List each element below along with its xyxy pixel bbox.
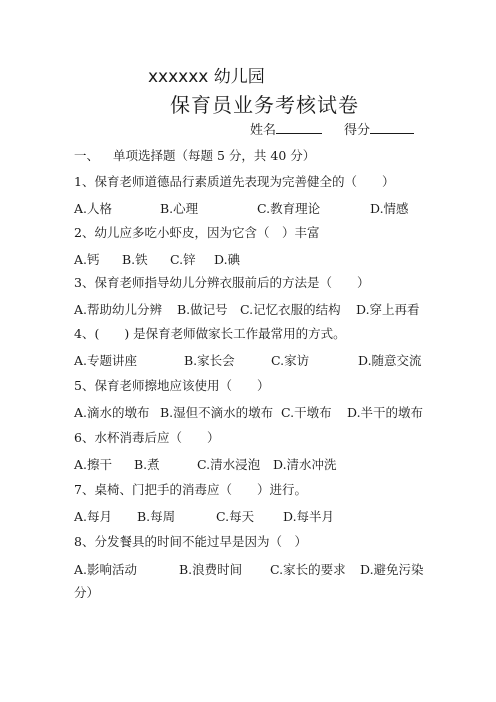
kindergarten-name: xxxxxx 幼儿园	[148, 67, 265, 87]
option-d: D.避免污染	[360, 562, 424, 577]
name-label: 姓名	[250, 123, 277, 138]
option-a: A.滴水的墩布	[74, 405, 150, 420]
option-d-continuation: 分）	[74, 585, 100, 600]
option-d: D.每半月	[283, 509, 335, 524]
exam-title: 保育员业务考核试卷	[170, 93, 359, 117]
option-c: C.清水浸泡	[197, 457, 261, 472]
option-d: D.穿上再看	[356, 302, 420, 317]
name-score-fields	[250, 119, 414, 138]
option-b: B.心理	[160, 201, 199, 216]
option-a: A.专题讲座	[74, 353, 138, 368]
option-d: D.情感	[370, 201, 409, 216]
option-a: A.帮助幼儿分辨	[74, 302, 163, 317]
option-a: A.人格	[74, 201, 113, 216]
question-4: 4、( ) 是保育老师做家长工作最常用的方式。	[74, 326, 346, 341]
option-b: B.铁	[122, 252, 148, 267]
option-b: B.煮	[134, 457, 160, 472]
option-b: B.家长会	[184, 353, 235, 368]
question-5: 5、保育老师擦地应该使用（ ）	[74, 378, 270, 393]
question-1: 1、保育老师道德品行素质道先表现为完善健全的（ ）	[74, 174, 395, 189]
option-b: B.湿但不滴水的墩布	[160, 405, 274, 420]
option-c: C.记忆衣服的结构	[240, 302, 341, 317]
option-c: C.干墩布	[281, 405, 332, 420]
option-c: C.每天	[216, 509, 255, 524]
section-number: 一、	[74, 148, 100, 163]
options-5	[74, 403, 424, 419]
section-title: 单项选择题（每题 5 分，共 40 分）	[113, 148, 316, 163]
options-1	[74, 199, 424, 215]
option-b: B.每周	[137, 509, 176, 524]
score-blank	[370, 120, 414, 134]
option-c: C.家长的要求	[270, 562, 346, 577]
section-heading	[74, 146, 315, 164]
question-3: 3、保育老师指导幼儿分辨衣服前后的方法是（ ）	[74, 275, 370, 290]
option-a: A.影响活动	[74, 562, 138, 577]
name-blank	[276, 120, 322, 134]
options-6	[74, 455, 424, 471]
question-6: 6、水杯消毒后应（ ）	[74, 430, 220, 445]
option-d: D.碘	[214, 252, 241, 267]
options-7	[74, 507, 424, 523]
question-7: 7、桌椅、门把手的消毒应（ ）进行。	[74, 482, 307, 497]
option-c: C.教育理论	[257, 201, 321, 216]
option-c: C.家访	[271, 353, 310, 368]
option-d: D.半干的墩布	[347, 405, 424, 420]
option-a: A.钙	[74, 252, 100, 267]
question-2: 2、幼儿应多吃小虾皮，因为它含（ ）丰富	[74, 225, 320, 240]
options-2	[74, 250, 424, 266]
option-c: C.锌	[170, 252, 196, 267]
option-b: B.浪费时间	[179, 562, 243, 577]
option-d: D.清水冲洗	[273, 457, 337, 472]
option-b: B.做记号	[177, 302, 228, 317]
option-d: D.随意交流	[358, 353, 422, 368]
options-4	[74, 351, 424, 367]
options-8	[74, 560, 424, 576]
score-label: 得分	[344, 123, 371, 138]
option-a: A.每月	[74, 509, 113, 524]
options-3	[74, 300, 424, 316]
question-8: 8、分发餐具的时间不能过早是因为（ ）	[74, 534, 307, 549]
option-a: A.擦干	[74, 457, 113, 472]
